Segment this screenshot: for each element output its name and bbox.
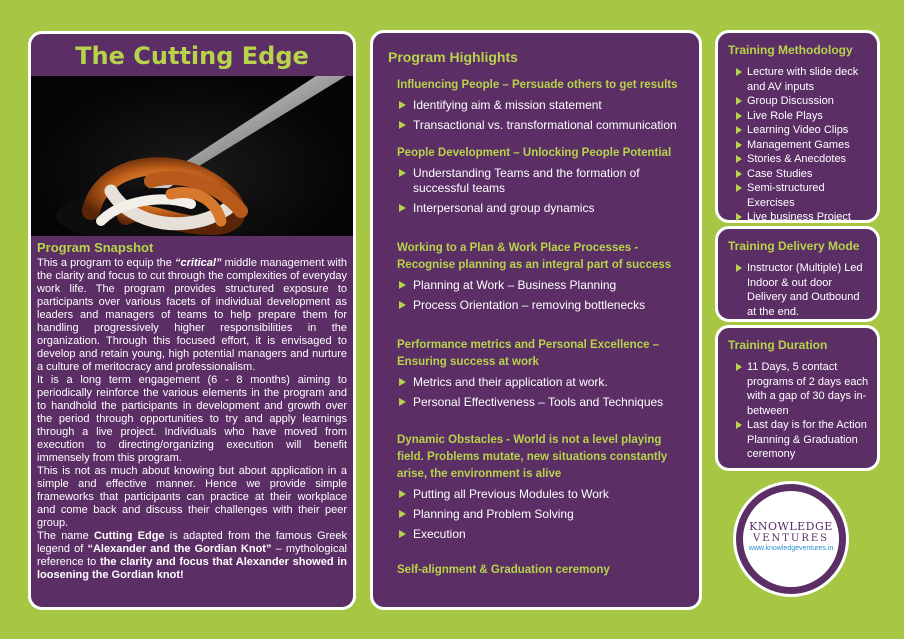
highlight-item: Personal Effectiveness – Tools and Techniques [397,395,685,410]
highlight-items [397,375,685,410]
highlight-items [397,487,685,542]
duration-list [718,360,877,462]
text-run: Cutting Edge [93,530,165,542]
text-run: The name [37,530,94,542]
logo-line-2: VENTURES [752,533,830,544]
highlight-heading: Self-alignment & Graduation ceremony [397,564,610,576]
logo-url: www.knowledgeventures.in [748,545,834,552]
highlights-title: Program Highlights [388,49,518,65]
list-item: Lecture with slide deck and AV inputs [736,65,869,94]
list-item: Semi-structured Exercises [736,181,869,210]
snapshot-paragraph-2: It is a long term engagement (6 - 8 months) aiming to periodically reinforce the various elements in the program and to handhold the participants in development and growth over the period through opportunities to try and apply learnings through a live project. Individuals who have moved from execution to directing/organizing execution will benefit immensely from this program. [37,374,347,464]
snapshot-paragraph-1 [37,257,347,374]
highlight-heading: People Development – Unlocking People Potential [397,147,672,159]
highlight-item: Execution [397,527,685,542]
list-item: Instructor (Multiple) Led Indoor & out door Delivery and Outbound at the end. [736,261,869,319]
highlight-items [397,278,685,313]
snapshot-panel [28,31,356,610]
highlight-heading: Working to a Plan & Work Place Processes - Recognise planning as an integral part of success [397,242,672,271]
methodology-list [718,65,877,225]
highlight-item: Planning and Problem Solving [397,507,685,522]
text-run: This a program to equip the [37,257,175,269]
text-run: – mythological reference to [37,543,348,568]
page-title: The Cutting Edge [75,42,309,70]
list-item: Live business Project [736,210,869,225]
text-run: “critical” [174,257,222,269]
highlight-item: Interpersonal and group dynamics [397,201,685,216]
company-logo [733,481,849,597]
delivery-list [718,261,877,319]
highlight-item: Understanding Teams and the formation of successful teams [397,166,685,196]
list-item: Last day is for the Action Planning & Graduation ceremony [736,418,869,462]
highlight-item: Metrics and their application at work. [397,375,685,390]
delivery-panel [715,226,880,322]
text-run: is adapted from the famous Greek legend of [37,530,347,555]
highlights-list [373,77,699,579]
text-run: “Alexander and the Gordian Knot” [87,543,272,555]
snapshot-paragraph-4 [37,530,347,582]
list-item: Case Studies [736,167,869,182]
highlight-group [373,562,699,579]
duration-panel [715,325,880,471]
highlight-group [373,337,699,410]
highlight-item: Transactional vs. transformational communication [397,118,685,133]
list-item: Live Role Plays [736,109,869,124]
snapshot-paragraph-3: This is not as much about knowing but about application in a simple and effective manner. Hence we provide simple frameworks that participants can practice at their workplace and come back and discuss their challenges with their peer group. [37,465,347,529]
highlight-item: Planning at Work – Business Planning [397,278,685,293]
list-item: Learning Video Clips [736,123,869,138]
list-item: Group Discussion [736,94,869,109]
highlight-group [373,240,699,313]
logo-inner [743,491,839,587]
highlight-item: Identifying aim & mission statement [397,98,685,113]
highlight-heading: Performance metrics and Personal Excellence – Ensuring success at work [397,339,660,368]
list-item: 11 Days, 5 contact programs of 2 days each with a gap of 30 days in-between [736,360,869,418]
highlight-heading: Dynamic Obstacles - World is not a level playing field. Problems mutate, new situations constantly arise, the environment is alive [397,434,668,480]
snapshot-title: Program Snapshot [37,240,154,255]
highlight-group [373,145,699,216]
text-run: middle management with the clarity and focus to cut through the complexities of everyday work life. The program provides structured exposure to participants over various facets of individual development as leaders and managers of teams to help prepare them for handling progressively higher responsibilities in the organization. Through this focused effort, it is envisaged to develop and retain young, high potential managers and nurture a culture of meritocracy and professionalism. [37,257,347,373]
text-run: the clarity and focus that Alexander showed in loosening the Gordian knot! [37,556,347,581]
knife-and-rope-illustration [31,76,353,236]
methodology-panel [715,30,880,223]
highlight-item: Process Orientation – removing bottlenecks [397,298,685,313]
list-item: Stories & Anecdotes [736,152,869,167]
logo-line-1: KNOWLEDGE [749,520,833,533]
methodology-title: Training Methodology [728,43,853,57]
highlight-item: Putting all Previous Modules to Work [397,487,685,502]
highlight-items [397,166,685,216]
highlight-items [397,98,685,133]
list-item: Management Games [736,138,869,153]
highlight-group [373,77,699,133]
highlight-heading: Influencing People – Persuade others to get results [397,79,678,91]
highlight-group [373,432,699,542]
gordian-knot-image [31,76,353,236]
snapshot-body [31,255,353,582]
delivery-title: Training Delivery Mode [728,239,860,253]
highlights-panel [370,30,702,610]
duration-title: Training Duration [728,338,828,352]
